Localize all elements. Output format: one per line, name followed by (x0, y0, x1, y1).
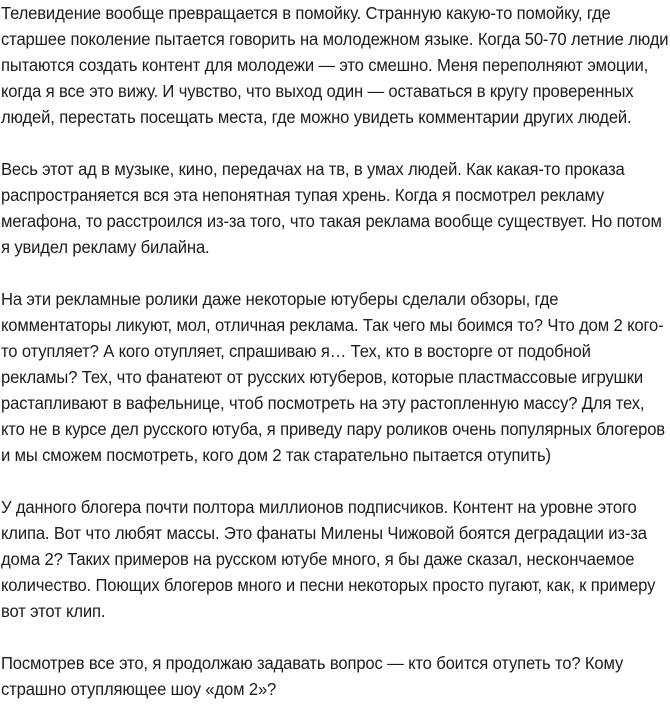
article-paragraph: У данного блогера почти полтора миллионов подписчиков. Контент на уровне этого клипа. Вот что любят массы. Это фанаты Милены Чижовой боятся деградации из-за дома 2? Таких примеров на русском ютубе много, я бы даже сказал, нескончаемое количество. Поющих блогеров много и песни некоторых просто пугают, как, к примеру вот этот клип. (1, 497, 656, 621)
article-paragraph: Телевидение вообще превращается в помойку. Странную какую-то помойку, где старшее поколение пытается говорить на молодежном языке. Когда 50-70 летние люди пытаются создать контент для молодежи — это смешно. Меня переполняют эмоции, когда я все это вижу. И чувство, что выход один — оставаться в кругу проверенных людей, перестать посещать места, где можно увидеть комментарии других людей. (1, 3, 669, 127)
article-paragraph: Посмотрев все это, я продолжаю задавать вопрос — кто боится отупеть то? Кому страшно отупляющее шоу «дом 2»? (1, 653, 624, 699)
article-paragraph: Весь этот ад в музыке, кино, передачах на тв, в умах людей. Как какая-то проказа распространяется вся эта непонятная тупая хрень. Когда я посмотрел рекламу мегафона, то расстроился из-за того, что такая реклама вообще существует. Но потом я увидел рекламу билайна. (1, 159, 662, 257)
article-paragraph: На эти рекламные ролики даже некоторые ютуберы сделали обзоры, где комментаторы ликуют, мол, отличная реклама. Так чего мы боимся то? Что дом 2 кого-то отупляет? А кого отупляет, спрашиваю я… Тех, кто в восторге от подобной рекламы? Тех, что фанатеют от русских ютуберов, которые пластмассовые игрушки растапливают в вафельнице, чтоб посмотреть на эту растопленную массу? Для тех, кто не в курсе дел русского ютуба, я приведу пару роликов очень популярных блогеров и мы сможем посмотреть, кого дом 2 так старательно пытается отупить) (1, 289, 665, 465)
